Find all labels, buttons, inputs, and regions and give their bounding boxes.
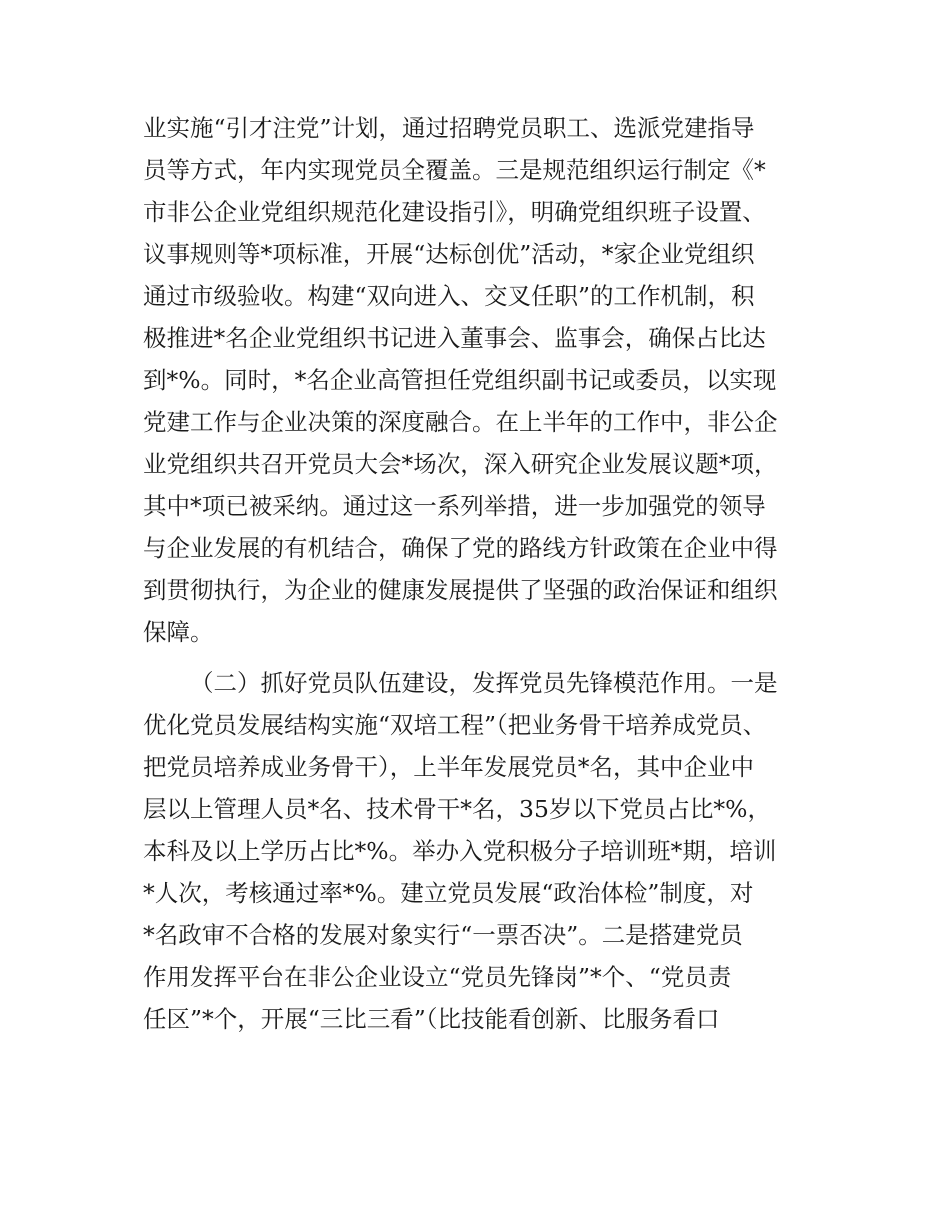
paragraph-2-line-4: 层以上管理人员*名、技术骨干*名，35岁以下党员占比*%，: [143, 795, 771, 823]
paragraph-1-line-5: 通过市级验收。构建“双向进入、交叉任职”的工作机制，积: [143, 282, 755, 310]
paragraph-1-line-9: 业党组织共召开党员大会*场次，深入研究企业发展议题*项，: [143, 450, 778, 478]
paragraph-2-line-9: 任区”*个，开展“三比三看”（比技能看创新、比服务看口: [143, 1005, 720, 1033]
paragraph-2-line-3: 把党员培养成业务骨干），上半年发展党员*名，其中企业中: [143, 753, 754, 781]
paragraph-2-line-5: 本科及以上学历占比*%。举办入党积极分子培训班*期，培训: [143, 837, 777, 865]
paragraph-1-line-10: 其中*项已被采纳。通过这一系列举措，进一步加强党的领导: [143, 492, 766, 520]
paragraph-1-line-7: 到*%。同时，*名企业高管担任党组织副书记或委员，以实现: [143, 366, 777, 394]
paragraph-2-line-1: （二）抓好党员队伍建设，发挥党员先锋模范作用。一是: [190, 669, 778, 697]
paragraph-1-line-3: 市非公企业党组织规范化建设指引》，明确党组织班子设置、: [143, 198, 766, 226]
paragraph-1-line-1: 业实施“引才注党”计划，通过招聘党员职工、选派党建指导: [143, 114, 755, 142]
paragraph-2-line-8: 作用发挥平台在非公企业设立“党员先锋岗”*个、“党员责: [143, 963, 732, 991]
paragraph-2-line-6: *人次，考核通过率*%。建立党员发展“政治体检”制度，对: [143, 879, 754, 907]
paragraph-1-line-13: 保障。: [143, 618, 214, 646]
paragraph-2-line-7: *名政审不合格的发展对象实行“一票否决”。二是搭建党员: [143, 921, 743, 949]
paragraph-1-line-6: 极推进*名企业党组织书记进入董事会、监事会，确保占比达: [143, 324, 766, 352]
paragraph-1-line-11: 与企业发展的有机结合，确保了党的路线方针政策在企业中得: [143, 534, 778, 562]
paragraph-1-line-2: 员等方式，年内实现党员全覆盖。三是规范组织运行制定《*: [143, 156, 766, 184]
paragraph-1-line-4: 议事规则等*项标准，开展“达标创优”活动，*家企业党组织: [143, 240, 755, 268]
paragraph-1-line-8: 党建工作与企业决策的深度融合。在上半年的工作中，非公企: [143, 408, 778, 436]
paragraph-2-line-2: 优化党员发展结构实施“双培工程”（把业务骨干培养成党员、: [143, 711, 767, 739]
paragraph-1-line-12: 到贯彻执行，为企业的健康发展提供了坚强的政治保证和组织: [143, 576, 778, 604]
